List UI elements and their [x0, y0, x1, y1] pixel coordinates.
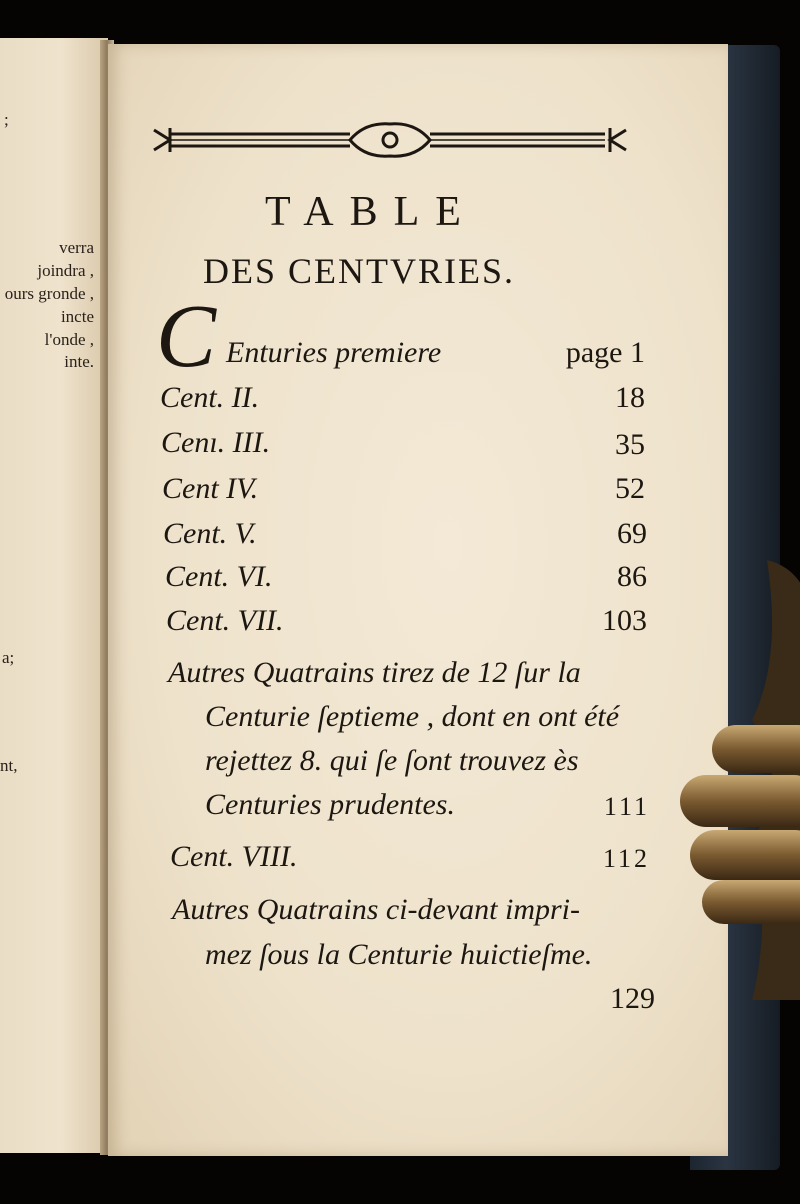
- drop-cap: C: [156, 287, 217, 386]
- entry-page: 103: [602, 604, 647, 637]
- entry-page: 112: [602, 844, 650, 873]
- left-fragment: ours gronde ,: [4, 284, 94, 303]
- left-fragment: verra: [59, 238, 94, 257]
- entry-page: 129: [610, 982, 655, 1015]
- entry-label: Cent. V.: [163, 517, 257, 550]
- entry-label: Cent IV.: [162, 472, 259, 505]
- entry-label: Enturies premiere: [226, 336, 442, 369]
- entry-label: Cenı. III.: [161, 426, 271, 459]
- entry-label: Cent. VII.: [166, 604, 284, 637]
- paragraph-line: mez ſous la Centurie huictieſme.: [205, 938, 593, 971]
- entry-label: Cent. VI.: [165, 560, 273, 593]
- gilt-hand-bookstand: [672, 560, 800, 1010]
- left-page: [0, 38, 108, 1153]
- paragraph-line: Autres Quatrains ci-devant impri-: [172, 893, 581, 926]
- paragraph-line: Centuries prudentes.: [205, 788, 455, 821]
- entry-page: 111: [603, 792, 650, 821]
- page-title: TABLE: [265, 189, 477, 235]
- left-fragment: joindra ,: [37, 261, 94, 280]
- entry-label: Cent. VIII.: [170, 840, 298, 873]
- entry-page: 52: [615, 472, 645, 505]
- paragraph-line: Centurie ſeptieme , dont en ont été: [205, 700, 620, 733]
- entry-page: 35: [615, 428, 645, 461]
- paragraph-line: rejettez 8. qui ſe ſont trouvez ès: [205, 744, 579, 777]
- entry-page: 86: [617, 560, 647, 593]
- entry-label: Cent. II.: [160, 381, 260, 414]
- entry-page: page 1: [565, 336, 645, 369]
- left-fragment: ;: [4, 110, 9, 129]
- page-subtitle: DES CENTVRIES.: [203, 251, 516, 291]
- entry-page: 69: [617, 517, 647, 550]
- left-fragment: inte.: [64, 352, 94, 371]
- left-fragment: a;: [2, 648, 15, 667]
- left-fragment: nt,: [0, 756, 18, 775]
- left-fragment: incte: [60, 307, 94, 326]
- paragraph-line: Autres Quatrains tirez de 12 ſur la: [168, 656, 581, 689]
- ornament-icon: [150, 118, 630, 162]
- entry-page: 18: [615, 381, 645, 414]
- left-fragment: l'onde ,: [44, 330, 94, 349]
